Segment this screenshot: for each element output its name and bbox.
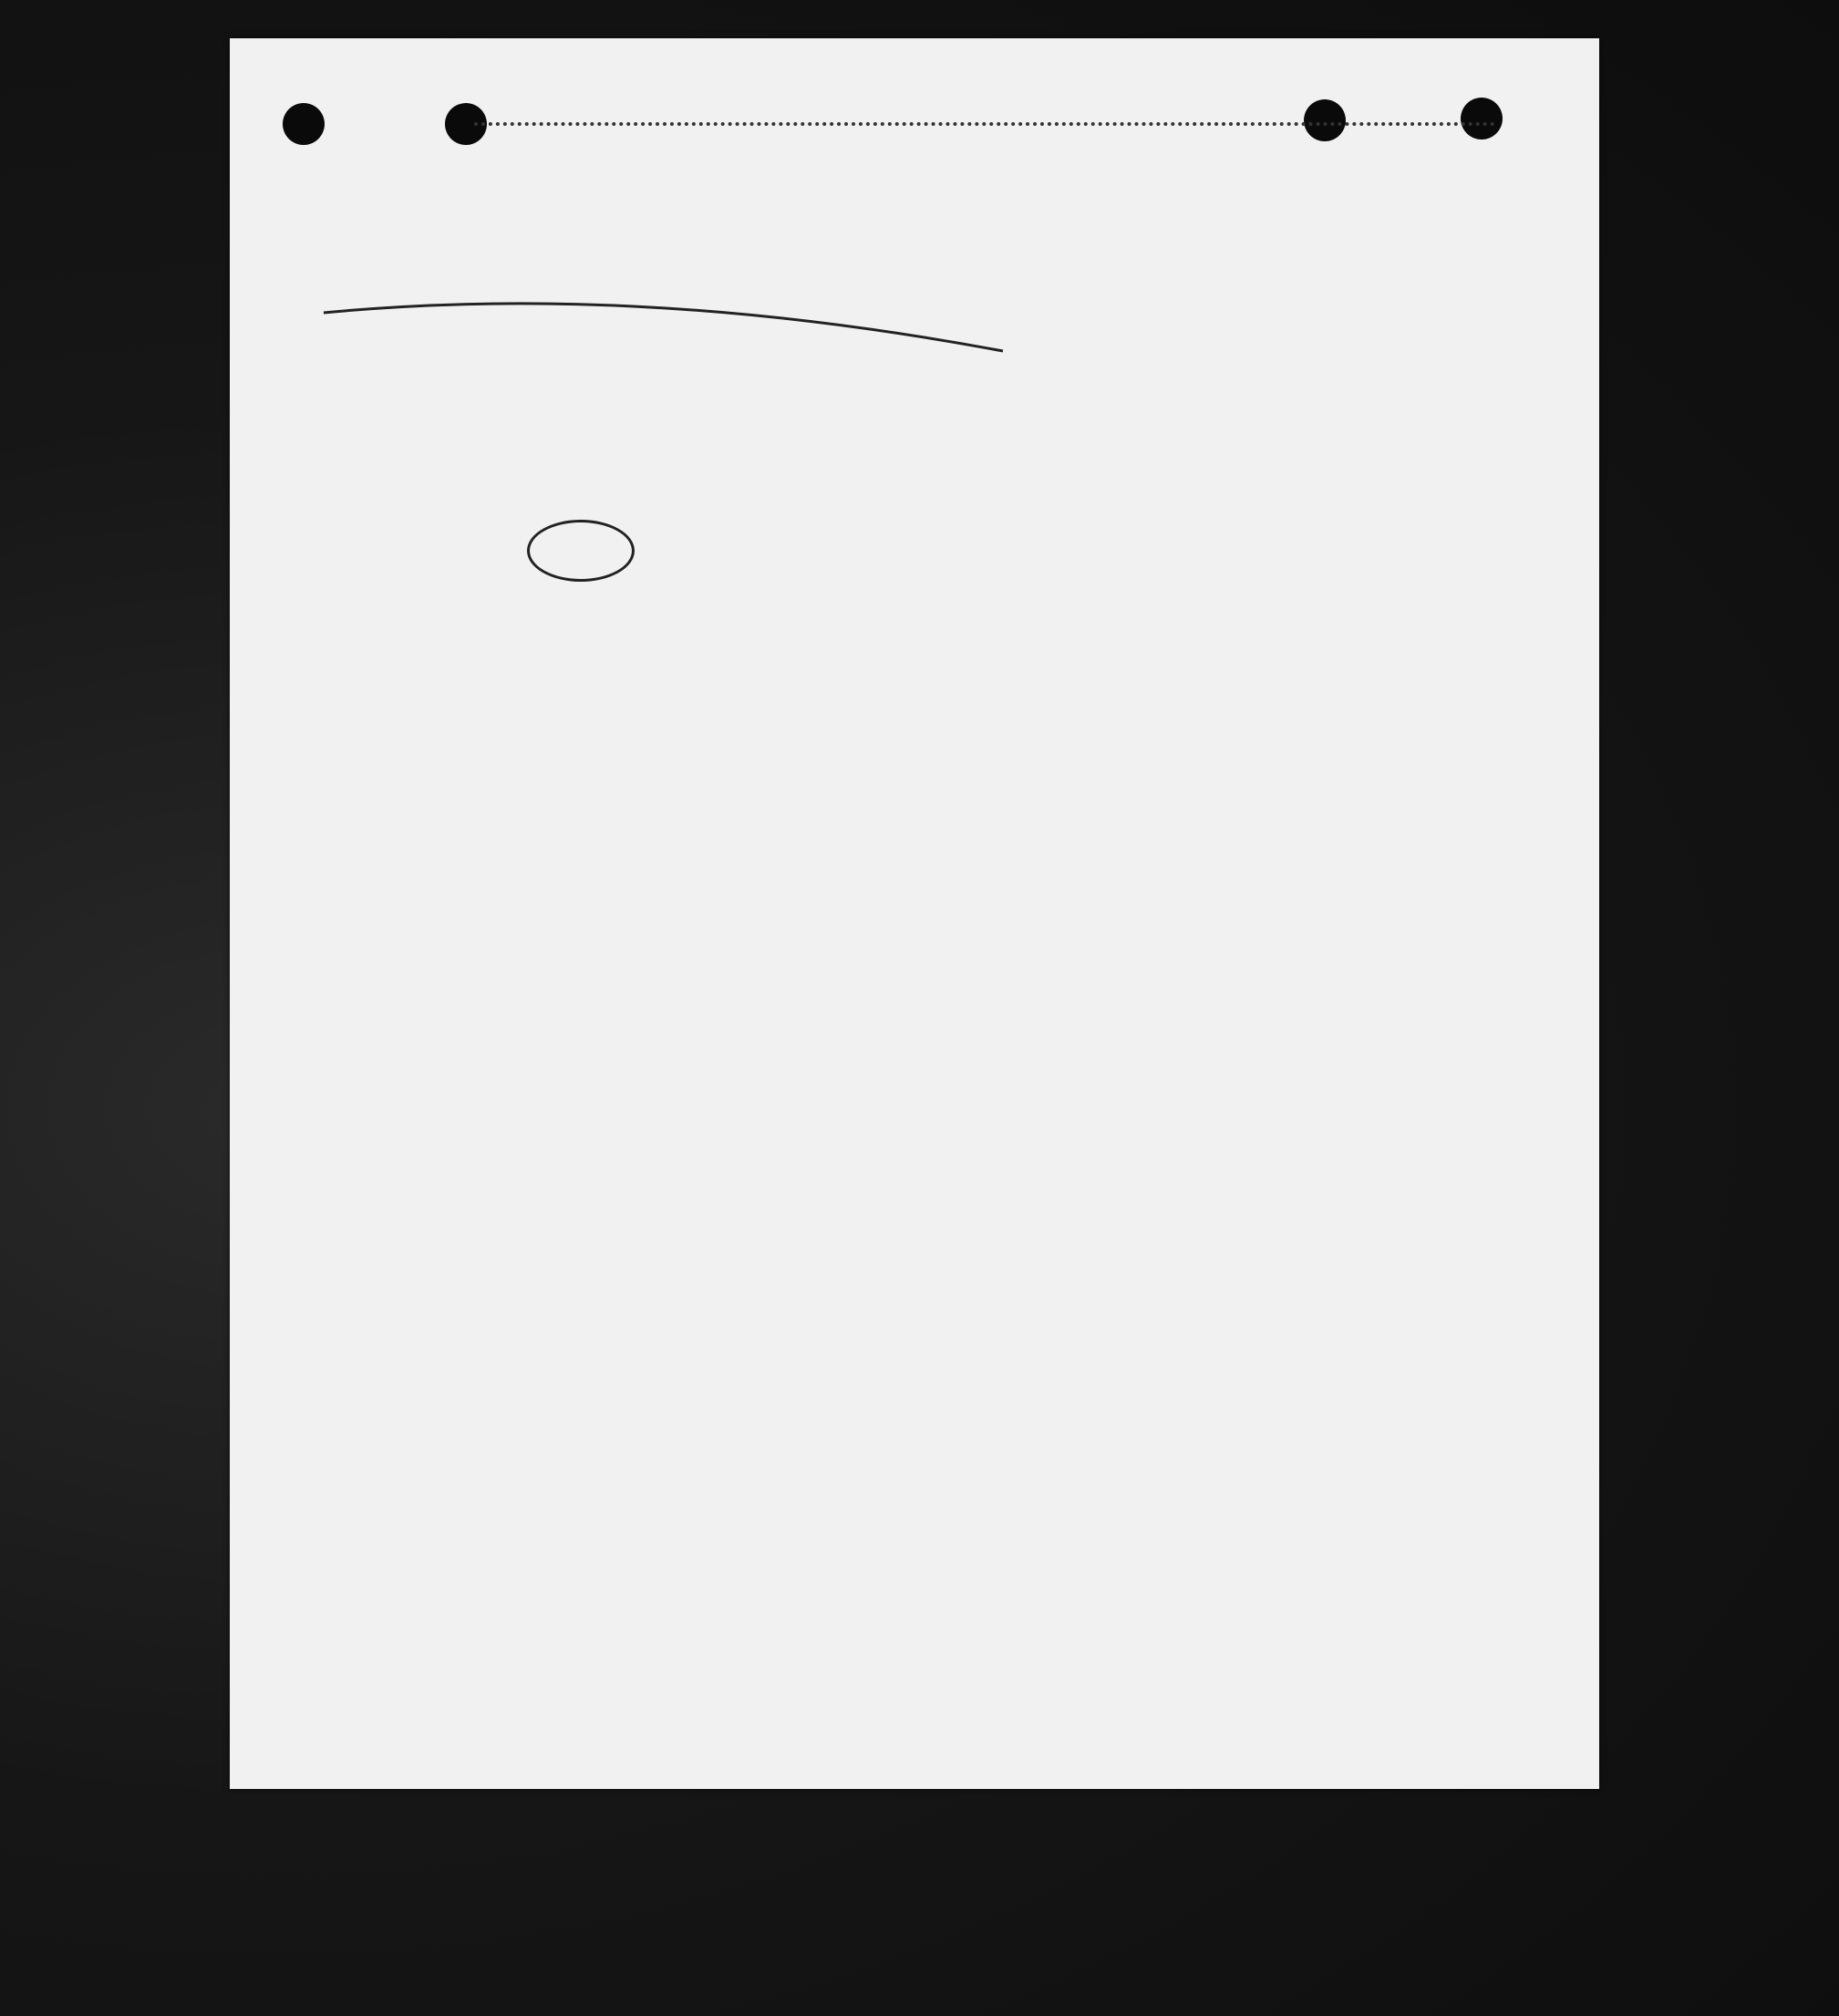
circled-number <box>527 520 635 582</box>
total-underline <box>324 304 1003 351</box>
